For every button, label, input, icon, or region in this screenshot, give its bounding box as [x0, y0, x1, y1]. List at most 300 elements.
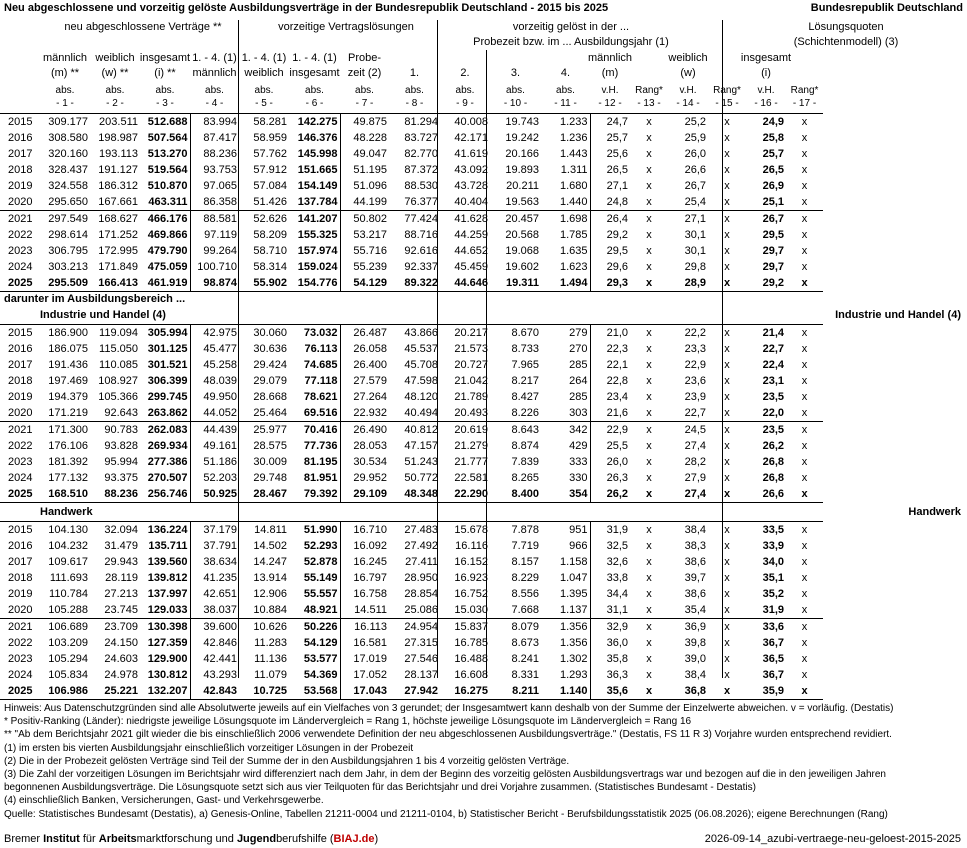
value-cell: 22,7 — [684, 407, 706, 419]
value-cell: 8.400 — [490, 486, 541, 503]
value-cell: 1.494 — [541, 275, 590, 292]
value-cell: 37.179 — [190, 522, 239, 539]
value-cell: 23.709 — [90, 619, 140, 636]
value-cell: 45.537 — [404, 343, 438, 355]
value-cell: 8.079 — [490, 619, 541, 636]
value-cell: 333 — [569, 456, 588, 468]
value-cell: x — [801, 653, 808, 665]
value-cell: x — [646, 180, 652, 192]
value-cell: 100.710 — [190, 259, 239, 275]
footnote-line: (1) im ersten bis vierten Ausbildungsjahr einschließlich vorzeitiger Lösungen in der Probezeit — [4, 742, 414, 754]
value-cell: x — [724, 556, 730, 568]
value-cell: 104.232 — [48, 540, 88, 552]
value-cell: 106.986 — [40, 683, 90, 700]
year-cell: 2022 — [8, 440, 33, 452]
value-cell: x — [724, 359, 730, 371]
year-cell: 2020 — [8, 604, 33, 616]
value-cell: 8.211 — [490, 683, 541, 700]
value-cell: 16.113 — [340, 619, 389, 636]
value-cell: 40.494 — [404, 407, 438, 419]
value-cell: 29,5 — [590, 243, 630, 259]
value-cell: 29.943 — [104, 556, 138, 568]
table-row — [0, 275, 823, 292]
value-cell: 298.614 — [48, 229, 88, 241]
col-number: - 12 - — [598, 98, 622, 109]
value-cell: x — [801, 164, 808, 176]
table-row — [0, 325, 823, 342]
value-cell: x — [724, 604, 730, 616]
value-cell: 31.479 — [104, 540, 138, 552]
value-cell: 14.811 — [239, 522, 289, 539]
year-cell: 2018 — [8, 375, 33, 387]
value-cell: x — [801, 440, 808, 452]
value-cell: 25,5 — [590, 438, 630, 454]
value-cell: x — [708, 486, 746, 503]
value-cell: x — [724, 196, 730, 208]
value-cell: x — [801, 196, 808, 208]
value-cell: x — [646, 407, 652, 419]
value-cell: 51.195 — [340, 162, 389, 178]
value-cell: 19.602 — [505, 261, 539, 273]
group-header-quoten-2: (Schichtenmodell) (3) — [793, 36, 899, 48]
value-cell: x — [786, 211, 823, 228]
value-cell: 28.668 — [253, 391, 287, 403]
value-cell: 22.932 — [340, 405, 389, 422]
value-cell: 58.710 — [253, 245, 287, 257]
col-number: - 4 - — [205, 98, 224, 109]
value-cell: 55.557 — [303, 588, 338, 600]
year-cell: 2015 — [0, 522, 40, 539]
table-row — [0, 586, 823, 602]
value-cell: 21.279 — [454, 440, 488, 452]
col-number: - 16 - — [754, 98, 778, 109]
value-cell: 22,4 — [762, 359, 784, 371]
value-cell: 28,9 — [668, 275, 708, 292]
value-cell: 36,7 — [762, 669, 784, 681]
year-cell: 2016 — [8, 540, 33, 552]
value-cell: 38,4 — [668, 522, 708, 539]
value-cell: 51.243 — [404, 456, 438, 468]
value-cell: 28,2 — [684, 456, 706, 468]
value-cell: 1.698 — [541, 211, 590, 228]
value-cell: 23.745 — [104, 604, 138, 616]
footnote-line: (2) Die in der Probezeit gelösten Verträge sind Teil der Summe der in den Ausbildungsjahren 1 bis 4 vorzeitig gelösten Verträge. — [4, 755, 570, 767]
value-cell: x — [646, 653, 652, 665]
value-cell: 111.693 — [49, 572, 88, 584]
section-label-ihk: Industrie und Handel (4) — [40, 309, 166, 321]
value-cell: 20.727 — [454, 359, 488, 371]
year-cell: 2022 — [8, 229, 33, 241]
col-header-line1: insgesamt — [740, 52, 792, 64]
value-cell: 74.685 — [303, 359, 338, 371]
value-cell: 50.925 — [190, 486, 239, 503]
value-cell: 146.376 — [297, 132, 338, 144]
value-cell: 154.149 — [297, 180, 338, 192]
value-cell: 191.436 — [48, 359, 88, 371]
value-cell: 38,4 — [684, 669, 706, 681]
value-cell: x — [646, 637, 652, 649]
value-cell: x — [708, 683, 746, 700]
year-cell: 2021 — [0, 422, 40, 439]
col-header-line1: weiblich — [668, 52, 708, 64]
value-cell: x — [786, 683, 823, 700]
table-row — [0, 389, 823, 405]
col-unit: v.H. — [757, 85, 775, 96]
value-cell: 47.598 — [404, 375, 438, 387]
value-cell: 43.293 — [190, 667, 239, 683]
value-cell: x — [630, 619, 668, 636]
col-unit: abs. — [205, 85, 224, 96]
value-cell: 951 — [541, 522, 590, 539]
value-cell: 16.758 — [340, 586, 389, 602]
table-row — [0, 486, 823, 503]
region-label: Bundesrepublik Deutschland — [810, 2, 963, 14]
value-cell: x — [708, 422, 746, 439]
value-cell: 7.965 — [511, 359, 539, 371]
value-cell: 55.239 — [340, 259, 389, 275]
value-cell: x — [801, 540, 808, 552]
value-cell: 16.152 — [454, 556, 488, 568]
col-header-line1: 1. - 4. (1) — [241, 52, 287, 64]
value-cell: 77.424 — [389, 211, 440, 228]
value-cell: x — [801, 245, 808, 257]
value-cell: 28.854 — [404, 588, 438, 600]
value-cell: x — [724, 572, 730, 584]
value-cell: 510.870 — [147, 180, 188, 192]
value-cell: x — [646, 261, 652, 273]
value-cell: x — [801, 261, 808, 273]
col-number: - 6 - — [305, 98, 324, 109]
value-cell: 57.762 — [253, 148, 287, 160]
value-cell: x — [646, 148, 652, 160]
value-cell: 19.068 — [505, 245, 539, 257]
value-cell: 176.106 — [48, 440, 88, 452]
col-number: - 7 - — [355, 98, 374, 109]
value-cell: 19.743 — [490, 114, 541, 131]
value-cell: 119.094 — [90, 325, 140, 342]
value-cell: x — [724, 440, 730, 452]
table-row — [0, 243, 823, 259]
value-cell: x — [646, 440, 652, 452]
value-cell: x — [724, 588, 730, 600]
value-cell: 168.510 — [40, 486, 90, 503]
table-row — [0, 211, 823, 228]
value-cell: x — [801, 229, 808, 241]
footnote-line: Quelle: Statistisches Bundesamt (Destatis), a) Genesis-Online, Tabellen 21211-0004 und 21211-0104, b) Statistischer Bericht - Berufsbildungsstatistik 2025 (06.08.2026); eigene Berechnungen (Rang) — [4, 808, 888, 820]
value-cell: 1.158 — [559, 556, 588, 568]
value-cell: x — [630, 325, 668, 342]
value-cell: 1.356 — [559, 637, 588, 649]
publisher-credit — [4, 832, 378, 846]
value-cell: 36,7 — [762, 637, 784, 649]
value-cell: 171.252 — [98, 229, 138, 241]
value-cell: 26.490 — [340, 422, 389, 439]
value-cell: 81.951 — [303, 472, 338, 484]
value-cell: 44.439 — [190, 422, 239, 439]
value-cell: x — [646, 343, 652, 355]
value-cell: 1.785 — [559, 229, 588, 241]
value-cell: 1.623 — [559, 261, 588, 273]
table-row — [0, 341, 823, 357]
value-cell: 8.331 — [511, 669, 539, 681]
value-cell: 21,6 — [590, 405, 630, 422]
value-cell: 145.998 — [297, 148, 338, 160]
value-cell: 27.942 — [389, 683, 440, 700]
value-cell: 57.912 — [253, 164, 287, 176]
value-cell: 7.839 — [511, 456, 539, 468]
value-cell: 513.270 — [147, 148, 188, 160]
value-cell: 16.923 — [454, 572, 488, 584]
value-cell: 42.441 — [190, 651, 239, 667]
value-cell: 1.137 — [559, 604, 588, 616]
value-cell: 21,0 — [590, 325, 630, 342]
value-cell: 330 — [569, 472, 588, 484]
value-cell: 35,8 — [590, 651, 630, 667]
value-cell: x — [801, 359, 808, 371]
value-cell: x — [786, 422, 823, 439]
value-cell: 45.258 — [190, 357, 239, 373]
value-cell: 40.812 — [389, 422, 440, 439]
value-cell: 87.372 — [404, 164, 438, 176]
col-number: - 17 - — [792, 98, 817, 109]
value-cell: 49.161 — [190, 438, 239, 454]
value-cell: 27.546 — [404, 653, 438, 665]
value-cell: 48.921 — [303, 604, 338, 616]
value-cell: x — [708, 114, 746, 131]
table-row — [0, 667, 823, 683]
value-cell: 8.241 — [511, 653, 539, 665]
col-number: - 10 - — [503, 98, 528, 109]
value-cell: 25,6 — [590, 146, 630, 162]
value-cell: 11.283 — [254, 637, 287, 649]
value-cell: 20.493 — [454, 407, 488, 419]
value-cell: 115.050 — [99, 343, 138, 355]
value-cell: 295.650 — [48, 196, 88, 208]
value-cell: 301.521 — [147, 359, 188, 371]
year-cell: 2017 — [8, 556, 33, 568]
value-cell: 20.568 — [505, 229, 539, 241]
group-header-geloest-2: Probezeit bzw. im ... Ausbildungsjahr (1) — [473, 36, 669, 48]
value-cell: 25.464 — [253, 407, 287, 419]
value-cell: 97.065 — [190, 178, 239, 194]
value-cell: 51.426 — [253, 196, 287, 208]
value-cell: 475.059 — [147, 261, 188, 273]
value-cell: 28.467 — [239, 486, 289, 503]
value-cell: 308.580 — [48, 132, 88, 144]
value-cell: 26,2 — [590, 486, 630, 503]
value-cell: 58.209 — [253, 229, 287, 241]
value-cell: 11.079 — [254, 669, 287, 681]
value-cell: 76.113 — [304, 343, 338, 355]
credit-part: ) — [374, 833, 379, 845]
year-cell: 2025 — [0, 486, 40, 503]
value-cell: 30.009 — [253, 456, 287, 468]
value-cell: 16.710 — [340, 522, 389, 539]
col-header-line1: männlich — [42, 52, 88, 64]
value-cell: 53.577 — [303, 653, 338, 665]
year-cell: 2015 — [0, 325, 40, 342]
value-cell: 171.849 — [98, 261, 138, 273]
value-cell: 29,6 — [590, 259, 630, 275]
value-cell: x — [724, 653, 730, 665]
value-cell: 47.157 — [404, 440, 438, 452]
value-cell: 42.843 — [190, 683, 239, 700]
col-header-line2: 4. — [560, 67, 571, 79]
col-unit: abs. — [105, 85, 125, 96]
value-cell: 27.411 — [405, 556, 438, 568]
col-header-line1: weiblich — [95, 52, 135, 64]
value-cell: x — [801, 456, 808, 468]
col-number: - 3 - — [156, 98, 174, 109]
value-cell: 16.092 — [340, 538, 389, 554]
value-cell: x — [646, 359, 652, 371]
value-cell: x — [724, 164, 730, 176]
value-cell: 23,5 — [746, 422, 786, 439]
table-total — [0, 113, 823, 292]
value-cell: 44.652 — [454, 245, 488, 257]
value-cell: 22,1 — [590, 357, 630, 373]
value-cell: 40.404 — [454, 196, 488, 208]
value-cell: x — [724, 180, 730, 192]
value-cell: 25.221 — [90, 683, 140, 700]
value-cell: x — [724, 540, 730, 552]
value-cell: x — [786, 619, 823, 636]
value-cell: 29,2 — [590, 227, 630, 243]
table-row — [0, 130, 823, 146]
value-cell: 81.195 — [303, 456, 338, 468]
value-cell: x — [646, 164, 652, 176]
value-cell: 44.052 — [190, 405, 239, 422]
value-cell: 52.626 — [239, 211, 289, 228]
value-cell: x — [708, 522, 746, 539]
col-unit: abs. — [55, 85, 75, 96]
year-cell: 2019 — [8, 588, 33, 600]
value-cell: 92.616 — [404, 245, 438, 257]
value-cell: 21.042 — [454, 375, 488, 387]
value-cell: 21,4 — [746, 325, 786, 342]
value-cell: 262.083 — [140, 422, 190, 439]
table-row — [0, 146, 823, 162]
value-cell: 58.314 — [253, 261, 287, 273]
value-cell: 88.581 — [190, 211, 239, 228]
value-cell: 295.509 — [40, 275, 90, 292]
value-cell: 142.275 — [289, 114, 340, 131]
value-cell: 33,9 — [762, 540, 784, 552]
value-cell: 31,1 — [590, 602, 630, 619]
year-cell: 2025 — [0, 275, 40, 292]
value-cell: 168.627 — [90, 211, 140, 228]
value-cell: 29,3 — [590, 275, 630, 292]
value-cell: 22.581 — [454, 472, 488, 484]
value-cell: 186.900 — [40, 325, 90, 342]
value-cell: 34,4 — [590, 586, 630, 602]
value-cell: 30,1 — [684, 229, 706, 241]
value-cell: 55.149 — [303, 572, 338, 584]
value-cell: 21.573 — [454, 343, 488, 355]
value-cell: 50.772 — [404, 472, 438, 484]
value-cell: 28.137 — [404, 669, 438, 681]
table-row — [0, 357, 823, 373]
value-cell: x — [646, 572, 652, 584]
value-cell: 83.994 — [190, 114, 239, 131]
value-cell: 32,5 — [590, 538, 630, 554]
value-cell: 198.987 — [98, 132, 138, 144]
value-cell: 177.132 — [48, 472, 88, 484]
group-header-quoten-1: Lösungsquoten — [808, 21, 884, 33]
value-cell: 172.995 — [98, 245, 138, 257]
value-cell: 76.377 — [404, 196, 438, 208]
value-cell: 186.312 — [98, 180, 138, 192]
value-cell: 194.379 — [48, 391, 88, 403]
value-cell: 90.783 — [90, 422, 140, 439]
col-header-line2: 2. — [460, 67, 470, 79]
col-header-line1: männlich — [587, 52, 633, 64]
value-cell: 14.247 — [253, 556, 287, 568]
value-cell: 43.092 — [454, 164, 488, 176]
value-cell: 16.581 — [340, 635, 389, 651]
credit-part: berufshilfe ( — [276, 833, 334, 845]
value-cell: 86.358 — [190, 194, 239, 211]
value-cell: 79.392 — [289, 486, 340, 503]
value-cell: 263.862 — [147, 407, 188, 419]
value-cell: 1.440 — [559, 196, 588, 208]
value-cell: 105.834 — [48, 669, 88, 681]
value-cell: 52.878 — [303, 556, 338, 568]
value-cell: 26,7 — [746, 211, 786, 228]
value-cell: 24.150 — [104, 637, 138, 649]
value-cell: 129.900 — [147, 653, 188, 665]
value-cell: 270 — [569, 343, 588, 355]
value-cell: x — [646, 391, 652, 403]
year-cell: 2016 — [8, 343, 33, 355]
value-cell: 303 — [569, 407, 588, 419]
value-cell: 193.113 — [99, 148, 138, 160]
value-cell: 26,6 — [684, 164, 706, 176]
value-cell: x — [724, 132, 730, 144]
value-cell: 20.166 — [505, 148, 539, 160]
value-cell: 48.120 — [404, 391, 438, 403]
value-cell: 129.033 — [147, 604, 188, 616]
value-cell: 479.790 — [147, 245, 188, 257]
value-cell: 73.032 — [289, 325, 340, 342]
value-cell: 16.116 — [455, 540, 488, 552]
value-cell: 16.245 — [340, 554, 389, 570]
biaj-link[interactable]: BIAJ.de — [333, 833, 375, 845]
value-cell: 103.209 — [48, 637, 88, 649]
col-header-line2: weiblich — [244, 67, 284, 79]
value-cell: 8.670 — [490, 325, 541, 342]
value-cell: x — [646, 669, 652, 681]
value-cell: x — [786, 275, 823, 292]
value-cell: 108.927 — [98, 375, 138, 387]
table-row — [0, 619, 823, 636]
value-cell: 35,1 — [762, 572, 784, 584]
year-cell: 2017 — [8, 148, 33, 160]
value-cell: 50.802 — [340, 211, 389, 228]
col-header-line2: (m) ** — [50, 67, 80, 79]
col-header-line1: insgesamt — [139, 52, 191, 64]
value-cell: 93.753 — [190, 162, 239, 178]
col-header-line2: (i) — [761, 67, 771, 79]
col-unit: abs. — [355, 85, 374, 96]
col-number: - 14 - — [676, 98, 700, 109]
col-unit: abs. — [155, 85, 175, 96]
value-cell: 89.322 — [389, 275, 440, 292]
value-cell: 25.086 — [404, 604, 438, 616]
value-cell: 519.564 — [147, 164, 188, 176]
value-cell: 35,4 — [684, 604, 706, 616]
value-cell: 1.140 — [541, 683, 590, 700]
